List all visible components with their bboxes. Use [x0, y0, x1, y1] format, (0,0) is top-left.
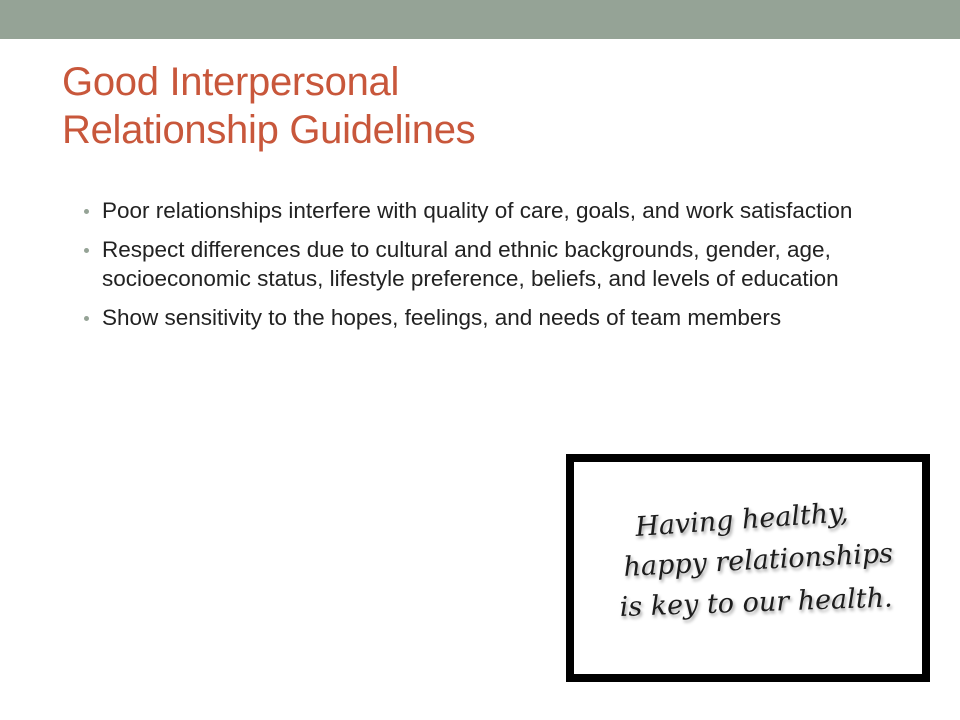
bullet-text: Show sensitivity to the hopes, feelings, and needs of team members: [102, 305, 782, 330]
handwritten-quote-image: [574, 462, 922, 674]
bullet-item: [84, 196, 874, 225]
bullet-text: Poor relationships interfere with quality of care, goals, and work satisfaction: [102, 198, 853, 223]
bullet-text: Respect differences due to cultural and ethnic backgrounds, gender, age, socioeconomic status, lifestyle preference, beliefs, and levels of education: [102, 237, 839, 291]
bullet-item: [84, 235, 874, 293]
bullet-dot-icon: [84, 209, 89, 214]
quote-picture: [566, 454, 930, 682]
slide-title-line-2: Relationship Guidelines: [62, 108, 476, 152]
quote-line-1: Having healthy,: [634, 497, 850, 543]
top-accent-bar: [0, 0, 960, 39]
bullet-item: [84, 303, 874, 332]
bullet-dot-icon: [84, 316, 89, 321]
quote-line-3: is key to our health.: [619, 582, 894, 623]
quote-line-2: happy relationships: [622, 537, 894, 583]
slide-title-line-1: Good Interpersonal: [62, 60, 400, 104]
slide-title: [62, 58, 882, 154]
bullet-list: [84, 196, 874, 342]
bullet-dot-icon: [84, 248, 89, 253]
